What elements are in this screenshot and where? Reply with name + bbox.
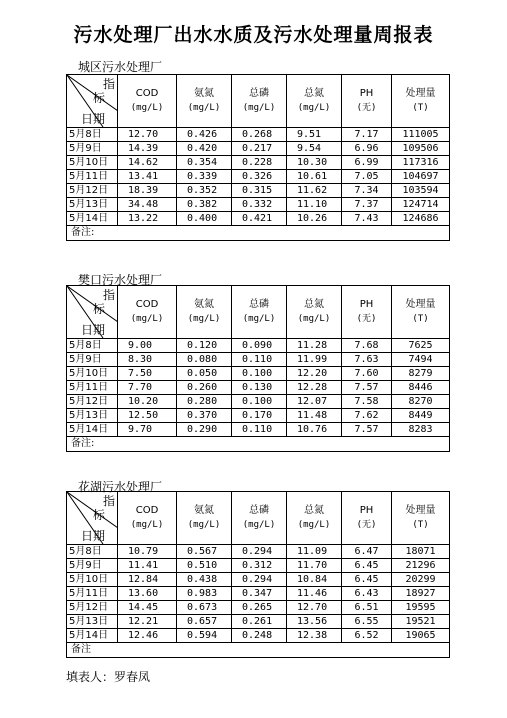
header-row [67, 286, 450, 339]
value-cell: 0.228 [232, 156, 287, 170]
value-cell: 0.294 [232, 545, 287, 559]
date-cell: 5月8日 [67, 128, 118, 142]
column-header [118, 75, 177, 128]
column-name: 氨氮 [194, 299, 214, 310]
value-cell: 8279 [392, 367, 450, 381]
value-cell: 10.30 [287, 156, 342, 170]
value-cell: 0.400 [177, 212, 232, 226]
value-cell: 9.00 [118, 339, 177, 353]
date-cell: 5月8日 [67, 339, 118, 353]
value-cell: 0.567 [177, 545, 232, 559]
column-unit: (mg/L) [130, 314, 164, 324]
value-cell: 0.370 [177, 409, 232, 423]
date-cell: 5月13日 [67, 198, 118, 212]
value-cell: 13.56 [287, 615, 342, 629]
value-cell: 19521 [392, 615, 450, 629]
value-cell: 9.70 [118, 423, 177, 437]
column-unit: (mg/L) [130, 103, 164, 113]
value-cell: 6.47 [342, 545, 392, 559]
value-cell: 0.426 [177, 128, 232, 142]
value-cell: 117316 [392, 156, 450, 170]
value-cell: 0.100 [232, 367, 287, 381]
column-name: 处理量 [405, 88, 436, 99]
value-cell: 0.290 [177, 423, 232, 437]
value-cell: 7.37 [342, 198, 392, 212]
value-cell: 12.46 [118, 629, 177, 643]
value-cell: 18071 [392, 545, 450, 559]
report-title: 污水处理厂出水水质及污水处理量周报表 [73, 24, 434, 46]
date-cell: 5月11日 [67, 587, 118, 601]
value-cell: 19065 [392, 629, 450, 643]
value-cell: 0.332 [232, 198, 287, 212]
column-header [287, 492, 342, 545]
value-cell: 10.84 [287, 573, 342, 587]
table-row [67, 353, 450, 367]
value-cell: 7.58 [342, 395, 392, 409]
date-cell: 5月11日 [67, 381, 118, 395]
value-cell: 0.260 [177, 381, 232, 395]
value-cell: 7.05 [342, 170, 392, 184]
value-cell: 11.46 [287, 587, 342, 601]
column-header [177, 492, 232, 545]
value-cell: 7.34 [342, 184, 392, 198]
value-cell: 8449 [392, 409, 450, 423]
value-cell: 0.657 [177, 615, 232, 629]
column-unit: (无) [356, 520, 377, 530]
value-cell: 6.43 [342, 587, 392, 601]
column-header [392, 492, 450, 545]
value-cell: 0.420 [177, 142, 232, 156]
date-cell: 5月11日 [67, 170, 118, 184]
column-name: COD [135, 299, 159, 310]
table-row [67, 198, 450, 212]
table-row [67, 629, 450, 643]
column-unit: (mg/L) [297, 314, 331, 324]
value-cell: 21296 [392, 559, 450, 573]
date-cell: 5月9日 [67, 142, 118, 156]
value-cell: 10.26 [287, 212, 342, 226]
value-cell: 0.050 [177, 367, 232, 381]
value-cell: 11.48 [287, 409, 342, 423]
value-cell: 0.438 [177, 573, 232, 587]
table-row [67, 573, 450, 587]
value-cell: 7.63 [342, 353, 392, 367]
corner-label-mid: 标 [93, 91, 106, 105]
value-cell: 7494 [392, 353, 450, 367]
column-name: 总磷 [249, 88, 269, 99]
value-cell: 12.20 [287, 367, 342, 381]
column-header [232, 492, 287, 545]
value-cell: 0.265 [232, 601, 287, 615]
section-title: 花湖污水处理厂 [78, 480, 163, 494]
column-name: 总磷 [249, 299, 269, 310]
column-unit: (mg/L) [130, 520, 164, 530]
note-row [67, 226, 450, 241]
value-cell: 124714 [392, 198, 450, 212]
value-cell: 0.080 [177, 353, 232, 367]
report-table [66, 285, 450, 452]
date-cell: 5月10日 [67, 156, 118, 170]
section-title: 樊口污水处理厂 [78, 273, 163, 287]
column-header [177, 75, 232, 128]
date-cell: 5月9日 [67, 353, 118, 367]
value-cell: 11.09 [287, 545, 342, 559]
value-cell: 0.170 [232, 409, 287, 423]
value-cell: 9.51 [287, 128, 342, 142]
value-cell: 11.70 [287, 559, 342, 573]
table-row [67, 128, 450, 142]
value-cell: 124686 [392, 212, 450, 226]
value-cell: 14.45 [118, 601, 177, 615]
value-cell: 111005 [392, 128, 450, 142]
column-header [232, 75, 287, 128]
column-unit: (mg/L) [187, 314, 221, 324]
value-cell: 12.21 [118, 615, 177, 629]
note-label: 备注: [67, 437, 450, 452]
column-name: PH [359, 88, 374, 99]
header-row [67, 75, 450, 128]
table-row [67, 423, 450, 437]
date-cell: 5月13日 [67, 615, 118, 629]
value-cell: 0.312 [232, 559, 287, 573]
value-cell: 0.339 [177, 170, 232, 184]
value-cell: 0.673 [177, 601, 232, 615]
column-name: PH [359, 505, 374, 516]
value-cell: 7.43 [342, 212, 392, 226]
value-cell: 19595 [392, 601, 450, 615]
value-cell: 8446 [392, 381, 450, 395]
date-cell: 5月12日 [67, 395, 118, 409]
value-cell: 7.50 [118, 367, 177, 381]
date-cell: 5月14日 [67, 212, 118, 226]
section-title: 城区污水处理厂 [78, 60, 163, 74]
table-row [67, 409, 450, 423]
column-name: 处理量 [405, 505, 436, 516]
value-cell: 0.421 [232, 212, 287, 226]
date-cell: 5月10日 [67, 367, 118, 381]
value-cell: 0.983 [177, 587, 232, 601]
value-cell: 12.38 [287, 629, 342, 643]
value-cell: 8283 [392, 423, 450, 437]
value-cell: 0.261 [232, 615, 287, 629]
value-cell: 10.76 [287, 423, 342, 437]
column-name: COD [135, 505, 159, 516]
table-row [67, 367, 450, 381]
column-unit: (mg/L) [242, 103, 276, 113]
column-header [287, 286, 342, 339]
column-name: 处理量 [405, 299, 436, 310]
table-row [67, 395, 450, 409]
value-cell: 0.110 [232, 353, 287, 367]
corner-label-top: 指 [103, 77, 116, 91]
value-cell: 13.60 [118, 587, 177, 601]
value-cell: 7.62 [342, 409, 392, 423]
corner-header-cell [67, 75, 118, 128]
column-unit: (无) [356, 314, 377, 324]
value-cell: 20299 [392, 573, 450, 587]
value-cell: 0.594 [177, 629, 232, 643]
value-cell: 8270 [392, 395, 450, 409]
value-cell: 7.17 [342, 128, 392, 142]
value-cell: 11.10 [287, 198, 342, 212]
note-label: 备注: [67, 226, 450, 241]
value-cell: 7.60 [342, 367, 392, 381]
column-unit: (mg/L) [242, 520, 276, 530]
date-cell: 5月12日 [67, 184, 118, 198]
date-cell: 5月8日 [67, 545, 118, 559]
column-name: 总磷 [249, 505, 269, 516]
value-cell: 7.68 [342, 339, 392, 353]
value-cell: 12.50 [118, 409, 177, 423]
table-row [67, 615, 450, 629]
table-row [67, 545, 450, 559]
value-cell: 0.315 [232, 184, 287, 198]
value-cell: 6.45 [342, 573, 392, 587]
value-cell: 0.326 [232, 170, 287, 184]
date-cell: 5月14日 [67, 423, 118, 437]
note-row [67, 643, 450, 658]
corner-label-date: 日期 [81, 112, 106, 126]
value-cell: 0.090 [232, 339, 287, 353]
value-cell: 0.280 [177, 395, 232, 409]
table-row [67, 601, 450, 615]
value-cell: 7625 [392, 339, 450, 353]
value-cell: 12.07 [287, 395, 342, 409]
value-cell: 0.347 [232, 587, 287, 601]
date-cell: 5月9日 [67, 559, 118, 573]
value-cell: 12.28 [287, 381, 342, 395]
corner-header-cell [67, 286, 118, 339]
column-unit: (mg/L) [187, 103, 221, 113]
value-cell: 11.99 [287, 353, 342, 367]
value-cell: 0.294 [232, 573, 287, 587]
value-cell: 14.62 [118, 156, 177, 170]
value-cell: 6.51 [342, 601, 392, 615]
header-row [67, 492, 450, 545]
value-cell: 0.510 [177, 559, 232, 573]
column-name: PH [359, 299, 374, 310]
value-cell: 6.45 [342, 559, 392, 573]
column-header [342, 492, 392, 545]
value-cell: 103594 [392, 184, 450, 198]
table-row [67, 142, 450, 156]
value-cell: 0.248 [232, 629, 287, 643]
column-unit: (无) [356, 103, 377, 113]
value-cell: 7.57 [342, 381, 392, 395]
value-cell: 104697 [392, 170, 450, 184]
value-cell: 0.354 [177, 156, 232, 170]
column-header [177, 286, 232, 339]
value-cell: 10.61 [287, 170, 342, 184]
column-header [118, 492, 177, 545]
note-label: 备注 [67, 643, 450, 658]
column-header [392, 286, 450, 339]
column-unit: (mg/L) [297, 103, 331, 113]
value-cell: 8.30 [118, 353, 177, 367]
value-cell: 34.48 [118, 198, 177, 212]
value-cell: 109506 [392, 142, 450, 156]
value-cell: 12.84 [118, 573, 177, 587]
column-header [342, 286, 392, 339]
date-cell: 5月12日 [67, 601, 118, 615]
column-header [287, 75, 342, 128]
value-cell: 0.217 [232, 142, 287, 156]
value-cell: 0.130 [232, 381, 287, 395]
value-cell: 6.55 [342, 615, 392, 629]
value-cell: 18.39 [118, 184, 177, 198]
report-table [66, 74, 450, 241]
column-header [118, 286, 177, 339]
value-cell: 9.54 [287, 142, 342, 156]
value-cell: 0.268 [232, 128, 287, 142]
value-cell: 11.28 [287, 339, 342, 353]
column-name: 总氮 [304, 299, 324, 310]
value-cell: 14.39 [118, 142, 177, 156]
filler-name: 填表人：罗春凤 [66, 670, 151, 684]
column-name: 总氮 [304, 88, 324, 99]
value-cell: 13.41 [118, 170, 177, 184]
column-unit: (mg/L) [297, 520, 331, 530]
value-cell: 6.96 [342, 142, 392, 156]
corner-label-date: 日期 [81, 323, 106, 337]
value-cell: 0.120 [177, 339, 232, 353]
report-table [66, 491, 450, 658]
value-cell: 0.110 [232, 423, 287, 437]
column-unit: (mg/L) [242, 314, 276, 324]
corner-header-cell [67, 492, 118, 545]
column-name: 氨氮 [194, 505, 214, 516]
table-row [67, 184, 450, 198]
corner-label-mid: 标 [93, 508, 106, 522]
value-cell: 12.70 [118, 128, 177, 142]
corner-label-mid: 标 [93, 302, 106, 316]
corner-label-top: 指 [103, 288, 116, 302]
table-row [67, 587, 450, 601]
table-row [67, 170, 450, 184]
table-row [67, 381, 450, 395]
value-cell: 6.52 [342, 629, 392, 643]
value-cell: 0.382 [177, 198, 232, 212]
column-unit: (mg/L) [187, 520, 221, 530]
column-unit: (T) [412, 314, 429, 324]
column-name: 氨氮 [194, 88, 214, 99]
value-cell: 13.22 [118, 212, 177, 226]
value-cell: 6.99 [342, 156, 392, 170]
column-header [342, 75, 392, 128]
value-cell: 11.62 [287, 184, 342, 198]
table-row [67, 339, 450, 353]
column-unit: (T) [412, 520, 429, 530]
column-unit: (T) [412, 103, 429, 113]
column-name: COD [135, 88, 159, 99]
date-cell: 5月10日 [67, 573, 118, 587]
column-header [232, 286, 287, 339]
value-cell: 10.20 [118, 395, 177, 409]
value-cell: 10.79 [118, 545, 177, 559]
corner-label-date: 日期 [81, 529, 106, 543]
table-row [67, 212, 450, 226]
table-row [67, 559, 450, 573]
value-cell: 12.70 [287, 601, 342, 615]
value-cell: 7.57 [342, 423, 392, 437]
value-cell: 11.41 [118, 559, 177, 573]
value-cell: 18927 [392, 587, 450, 601]
table-row [67, 156, 450, 170]
value-cell: 7.70 [118, 381, 177, 395]
note-row [67, 437, 450, 452]
value-cell: 0.352 [177, 184, 232, 198]
date-cell: 5月14日 [67, 629, 118, 643]
corner-label-top: 指 [103, 494, 116, 508]
date-cell: 5月13日 [67, 409, 118, 423]
value-cell: 0.100 [232, 395, 287, 409]
column-header [392, 75, 450, 128]
column-name: 总氮 [304, 505, 324, 516]
